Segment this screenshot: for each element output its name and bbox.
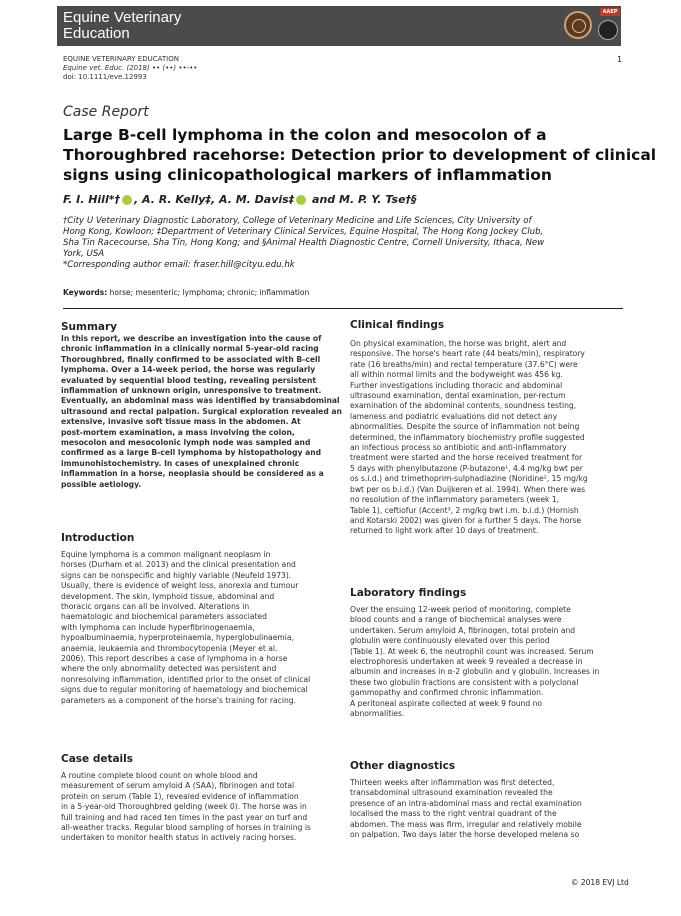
text-line: 5 days with phenylbutazone (P-butazone¹, 4.4 mg/kg bwt per bbox=[350, 463, 583, 473]
text-line: abnormalities. Despite the source of inflammation not being bbox=[350, 422, 580, 432]
text-line: presence of an intra-abdominal mass and rectal examination bbox=[350, 798, 582, 808]
text-line: Table 1), ceftiofur (Accent³, 2 mg/kg bwt i.m. b.i.d.) (Hornish bbox=[350, 505, 579, 515]
text-line: parameters as a component of the horse's training for racing. bbox=[61, 695, 296, 705]
text-line: post-mortem examination, a mass involving the colon, bbox=[61, 427, 295, 437]
other-diagnostics-section bbox=[350, 760, 582, 840]
text-line: horses (Durham et al. 2013) and the clinical presentation and bbox=[61, 560, 296, 570]
title-line: signs using clinicopathological markers of inflammation bbox=[63, 166, 552, 184]
laboratory-findings-section bbox=[350, 587, 599, 719]
text-line: and Kotarski 2002) was given for a further 5 days. The horse bbox=[350, 515, 582, 525]
text-line: Eventually, an abdominal mass was identified by transabdominal bbox=[61, 396, 340, 406]
text-line: determined, the inflammatory biochemistry profile suggested bbox=[350, 432, 585, 442]
text-line: signs can be nonspecific and highly variable (Neufeld 1973). bbox=[61, 570, 292, 580]
banner-line-2: Education bbox=[63, 25, 130, 42]
title-line: Thoroughbred racehorse: Detection prior to development of clinical bbox=[63, 146, 657, 164]
clinical-findings-section bbox=[350, 319, 588, 537]
text-line: chronic inflammation in a clinically normal 5-year-old racing bbox=[61, 344, 319, 354]
text-line: all within normal limits and the bodyweight was 456 kg. bbox=[350, 370, 563, 380]
text-line: os s.i.d.) and trimethoprim-sulphadiazine (Noridine², 15 mg/kg bbox=[350, 474, 588, 484]
text-line: On physical examination, the horse was bright, alert and bbox=[350, 339, 567, 348]
text-line: with lymphoma can include hyperfibrinogenaemia, bbox=[61, 622, 255, 632]
text-line: all-weather tracks. Regular blood sampling of horses in training is bbox=[61, 823, 311, 833]
text-line: albumin and increases in α-2 globulin and γ globulin. Increases in bbox=[350, 667, 600, 677]
aaep-badge: AAEP bbox=[600, 8, 620, 16]
text-line: responsive. The horse's heart rate (44 beats/min), respiratory bbox=[350, 349, 585, 359]
divider bbox=[63, 308, 623, 309]
introduction-section bbox=[61, 532, 310, 706]
text-line: in a 5-year-old Thoroughbred gelding (week 0). The horse was in bbox=[61, 802, 307, 812]
title-line: Large B-cell lymphoma in the colon and mesocolon of a bbox=[63, 126, 547, 144]
text-line: Usually, there is evidence of weight loss, anorexia and tumour bbox=[61, 581, 299, 591]
text-line: abnormalities. bbox=[350, 709, 405, 719]
bevA-seal-icon bbox=[564, 11, 592, 39]
article-type: Case Report bbox=[63, 104, 149, 120]
text-line: no resolution of the inflammatory parameters (week 1, bbox=[350, 495, 560, 505]
text-line: Further investigations including thoracic and abdominal bbox=[350, 380, 563, 390]
text-line: Thoroughbred, finally confirmed to be associated with B-cell bbox=[61, 354, 321, 364]
text-line: treatment were started and the horse received treatment for bbox=[350, 453, 583, 463]
text-line: 2006). This report describes a case of lymphoma in a horse bbox=[61, 654, 288, 664]
text-line: nonresolving inflammation, identified prior to the onset of clinical bbox=[61, 674, 311, 684]
text-line: (Table 1). At week 6, the neutrophil count was increased. Serum bbox=[350, 646, 594, 656]
orcid-icon[interactable] bbox=[296, 195, 306, 205]
text-line: these two globulin fractions are consistent with a polyclonal bbox=[350, 677, 579, 687]
journal-banner-title bbox=[63, 10, 181, 42]
text-line: development. The skin, lymphoid tissue, abdominal and bbox=[61, 591, 275, 601]
text-line: globulin were continuously elevated over this period bbox=[350, 636, 550, 646]
text-line: haematologic and biochemical parameters associated bbox=[61, 612, 267, 622]
section-heading: Other diagnostics bbox=[350, 760, 456, 772]
affiliation-line: †City U Veterinary Diagnostic Laboratory, College of Veterinary Medicine and Life Sciences, City University of bbox=[63, 216, 532, 226]
author-2-3: , A. R. Kelly‡, A. M. Davis‡ bbox=[133, 193, 295, 206]
horse-emblem-icon bbox=[598, 20, 618, 40]
text-line: confirmed as a large B-cell lymphoma by histopathology and bbox=[61, 448, 322, 458]
citation: Equine vet. Educ. (2018) •• (••) ••-•• bbox=[63, 64, 198, 72]
text-line: immunohistochemistry. In cases of unexplained chronic bbox=[61, 458, 300, 468]
text-line: Over the ensuing 12-week period of monitoring, complete bbox=[350, 605, 571, 614]
text-line: thoracic organs can all be involved. Alterations in bbox=[61, 602, 250, 612]
text-line: evaluated by sequential blood testing, revealing persistent bbox=[61, 375, 316, 385]
text-line: In this report, we describe an investigation into the cause of bbox=[61, 334, 322, 343]
orcid-icon[interactable] bbox=[122, 195, 132, 205]
text-line: blood counts and a range of biochemical analyses were bbox=[350, 615, 562, 625]
text-line: anaemia, leukaemia and thrombocytopenia (Meyer et al. bbox=[61, 643, 278, 653]
summary-section bbox=[61, 321, 342, 490]
text-line: transabdominal ultrasound examination revealed the bbox=[350, 788, 553, 798]
author-4: and M. P. Y. Tse†§ bbox=[308, 193, 417, 206]
text-line: Thirteen weeks after inflammation was first detected, bbox=[350, 778, 555, 787]
section-heading: Summary bbox=[61, 321, 118, 333]
case-details-section bbox=[61, 753, 311, 844]
affiliation-line: Sha Tin Racecourse, Sha Tin, Hong Kong; and §Animal Health Diagnostic Centre, Cornell University, Ithaca, New bbox=[63, 238, 545, 248]
keywords bbox=[63, 288, 309, 297]
text-line: an infectious process so antibiotic and anti-inflammatory bbox=[350, 443, 567, 453]
text-line: where the only abnormality detected was persistent and bbox=[61, 664, 277, 674]
text-line: localised the mass to the right ventral quadrant of the bbox=[350, 809, 557, 819]
section-heading: Introduction bbox=[61, 532, 135, 544]
text-line: examination of the abdominal contents, soundness testing, bbox=[350, 401, 577, 411]
text-line: on palpation. Two days later the horse developed melena so bbox=[350, 830, 580, 840]
section-heading: Laboratory findings bbox=[350, 587, 467, 599]
text-line: hypoalbuminaemia, hyperproteinaemia, hyperglobulinaemia, bbox=[61, 633, 294, 643]
affiliation-line: Hong Kong, Kowloon; ‡Department of Veterinary Clinical Services, Equine Hospital, The Hong Kong Jockey Club, bbox=[63, 227, 544, 237]
text-line: protein on serum (Table 1), revealed evidence of inflammation bbox=[61, 791, 299, 801]
text-line: A routine complete blood count on whole blood and bbox=[61, 771, 258, 780]
text-line: undertaken. Serum amyloid A, fibrinogen, total protein and bbox=[350, 625, 576, 635]
corresponding-author: *Corresponding author email: fraser.hill@cityu.edu.hk bbox=[63, 260, 295, 270]
author-list bbox=[63, 193, 417, 206]
article-title bbox=[63, 125, 657, 185]
affiliations bbox=[63, 216, 625, 271]
copyright-footer: © 2018 EVJ Ltd bbox=[571, 878, 629, 887]
keywords-label: Keywords: bbox=[63, 288, 108, 297]
text-line: signs due to regular monitoring of haematology and biochemical bbox=[61, 685, 308, 695]
text-line: rate (16 breaths/min) and rectal temperature (37.6°C) were bbox=[350, 359, 578, 369]
author-1: F. I. Hill*† bbox=[63, 193, 120, 206]
text-line: lymphoma. Over a 14-week period, the horse was regularly bbox=[61, 365, 316, 375]
text-line: inflammation of unknown origin, unresponsive to treatment. bbox=[61, 386, 322, 396]
keywords-text: horse; mesenteric; lymphoma; chronic; inflammation bbox=[107, 288, 310, 297]
text-line: ultrasound examination, dental examination, per-rectum bbox=[350, 391, 566, 401]
text-line: possible aetiology. bbox=[61, 479, 142, 489]
text-line: electrophoresis undertaken at week 9 revealed a decrease in bbox=[350, 657, 583, 667]
section-heading: Clinical findings bbox=[350, 319, 445, 331]
text-line: ultrasound and rectal palpation. Surgical exploration revealed an bbox=[61, 406, 342, 416]
text-line: bwt per os b.i.d.) (Van Duijkeren et al. 1994). When there was bbox=[350, 484, 586, 494]
text-line: undertaken to monitor health status in actively racing horses. bbox=[61, 833, 297, 843]
text-line: full training and had raced ten times in the past year on turf and bbox=[61, 812, 308, 822]
journal-name: EQUINE VETERINARY EDUCATION bbox=[63, 55, 179, 63]
text-line: inflammation in a horse, neoplasia should be considered as a bbox=[61, 469, 324, 479]
affiliation-line: York, USA bbox=[63, 249, 105, 259]
journal-banner bbox=[57, 6, 621, 46]
section-heading: Case details bbox=[61, 753, 134, 765]
text-line: extensive, invasive soft tissue mass in the abdomen. At bbox=[61, 417, 301, 427]
text-line: mesocolon and mesocolonic lymph node was sampled and bbox=[61, 438, 311, 448]
article-meta bbox=[63, 55, 197, 82]
text-line: abdomen. The mass was firm, irregular and relatively mobile bbox=[350, 819, 582, 829]
aaep-logo-icon bbox=[596, 8, 620, 42]
banner-line-1: Equine Veterinary bbox=[63, 9, 182, 26]
text-line: measurement of serum amyloid A (SAA), fibrinogen and total bbox=[61, 781, 295, 791]
doi: doi: 10.1111/eve.12993 bbox=[63, 73, 147, 81]
text-line: Equine lymphoma is a common malignant neoplasm in bbox=[61, 550, 271, 559]
text-line: returned to light work after 10 days of treatment. bbox=[350, 526, 539, 536]
text-line: A peritoneal aspirate collected at week 9 found no bbox=[350, 698, 543, 708]
text-line: lameness and podiatric evaluations did not detect any bbox=[350, 411, 558, 421]
page-number: 1 bbox=[617, 55, 623, 64]
text-line: gammopathy and confirmed chronic inflammation. bbox=[350, 688, 544, 698]
